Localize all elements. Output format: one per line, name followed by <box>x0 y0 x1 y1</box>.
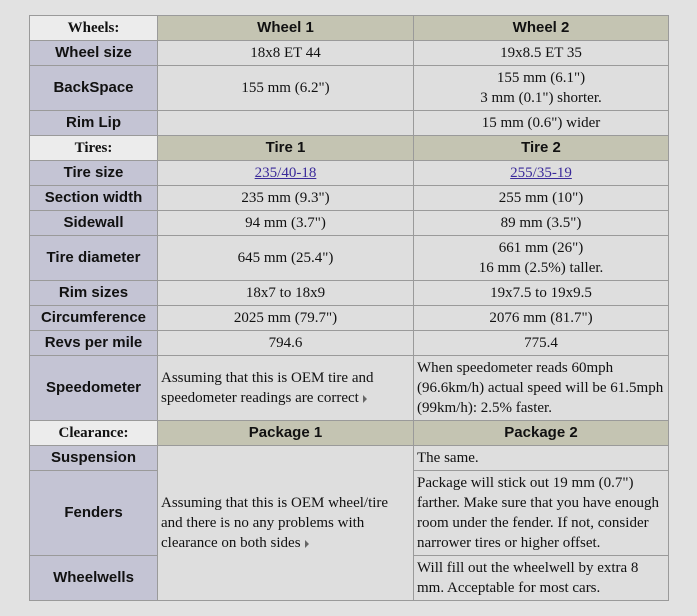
tire-2-revs-per-mile: 775.4 <box>414 331 669 356</box>
rim-sizes-label: Rim sizes <box>30 281 158 306</box>
wheel-2-backspace-value: 155 mm (6.1") <box>496 70 586 86</box>
clearance-section-heading: Clearance: <box>30 421 158 446</box>
wheel-1-backspace: 155 mm (6.2") <box>158 66 414 111</box>
expand-arrow-icon[interactable] <box>363 395 367 403</box>
sidewall-label: Sidewall <box>30 211 158 236</box>
wheels-section-heading: Wheels: <box>30 16 158 41</box>
tire-2-size-link[interactable]: 255/35-19 <box>510 165 572 181</box>
expand-arrow-icon[interactable] <box>305 540 309 548</box>
wheel-2-backspace <box>414 66 669 111</box>
package-1-clearance <box>158 446 414 601</box>
wheel-1-header: Wheel 1 <box>158 16 414 41</box>
rim-lip-label: Rim Lip <box>30 111 158 136</box>
tire-2-speedometer: When speedometer reads 60mph (96.6km/h) actual speed will be 61.5mph (99km/h): 2.5% faster. <box>414 356 669 421</box>
tire-diameter-label: Tire diameter <box>30 236 158 281</box>
tire-2-header: Tire 2 <box>414 136 669 161</box>
tire-2-sidewall: 89 mm (3.5") <box>414 211 669 236</box>
tire-2-circumference: 2076 mm (81.7") <box>414 306 669 331</box>
wheel-1-size: 18x8 ET 44 <box>158 41 414 66</box>
tire-1-size-link[interactable]: 235/40-18 <box>254 165 317 181</box>
section-width-label: Section width <box>30 186 158 211</box>
revs-per-mile-label: Revs per mile <box>30 331 158 356</box>
wheel-2-rim-lip: 15 mm (0.6") wider <box>414 111 669 136</box>
tire-2-section-width: 255 mm (10") <box>414 186 669 211</box>
tire-size-label: Tire size <box>30 161 158 186</box>
suspension-label: Suspension <box>30 446 158 471</box>
wheel-2-size: 19x8.5 ET 35 <box>414 41 669 66</box>
tire-1-speedometer-text: Assuming that this is OEM tire and speedometer readings are correct <box>161 370 374 406</box>
tire-2-diameter-diff: 16 mm (2.5%) taller. <box>478 260 604 276</box>
tire-1-speedometer <box>158 356 414 421</box>
backspace-label: BackSpace <box>30 66 158 111</box>
tire-1-sidewall: 94 mm (3.7") <box>158 211 414 236</box>
package-1-clearance-text: Assuming that this is OEM wheel/tire and there is no any problems with clearance on both sides <box>161 495 389 551</box>
package-1-header: Package 1 <box>158 421 414 446</box>
wheel-2-header: Wheel 2 <box>414 16 669 41</box>
fenders-label: Fenders <box>30 471 158 556</box>
tire-2-size-cell <box>414 161 669 186</box>
tires-section-heading: Tires: <box>30 136 158 161</box>
comparison-table <box>29 15 669 601</box>
tire-1-diameter: 645 mm (25.4") <box>158 236 414 281</box>
wheel-1-rim-lip <box>158 111 414 136</box>
tire-1-rim-sizes: 18x7 to 18x9 <box>158 281 414 306</box>
tire-1-revs-per-mile: 794.6 <box>158 331 414 356</box>
tire-1-section-width: 235 mm (9.3") <box>158 186 414 211</box>
tire-2-diameter-value: 661 mm (26") <box>498 240 584 256</box>
wheelwells-label: Wheelwells <box>30 556 158 601</box>
tire-2-diameter <box>414 236 669 281</box>
circumference-label: Circumference <box>30 306 158 331</box>
package-2-header: Package 2 <box>414 421 669 446</box>
package-2-fenders: Package will stick out 19 mm (0.7") farther. Make sure that you have enough room under the fender. If not, consider narrower tires or higher offset. <box>414 471 669 556</box>
wheel-2-backspace-diff: 3 mm (0.1") shorter. <box>480 90 602 106</box>
tire-1-circumference: 2025 mm (79.7") <box>158 306 414 331</box>
tire-1-size-cell <box>158 161 414 186</box>
speedometer-label: Speedometer <box>30 356 158 421</box>
package-2-suspension: The same. <box>414 446 669 471</box>
tire-2-rim-sizes: 19x7.5 to 19x9.5 <box>414 281 669 306</box>
package-2-wheelwells: Will fill out the wheelwell by extra 8 mm. Acceptable for most cars. <box>414 556 669 601</box>
tire-1-header: Tire 1 <box>158 136 414 161</box>
wheel-size-label: Wheel size <box>30 41 158 66</box>
